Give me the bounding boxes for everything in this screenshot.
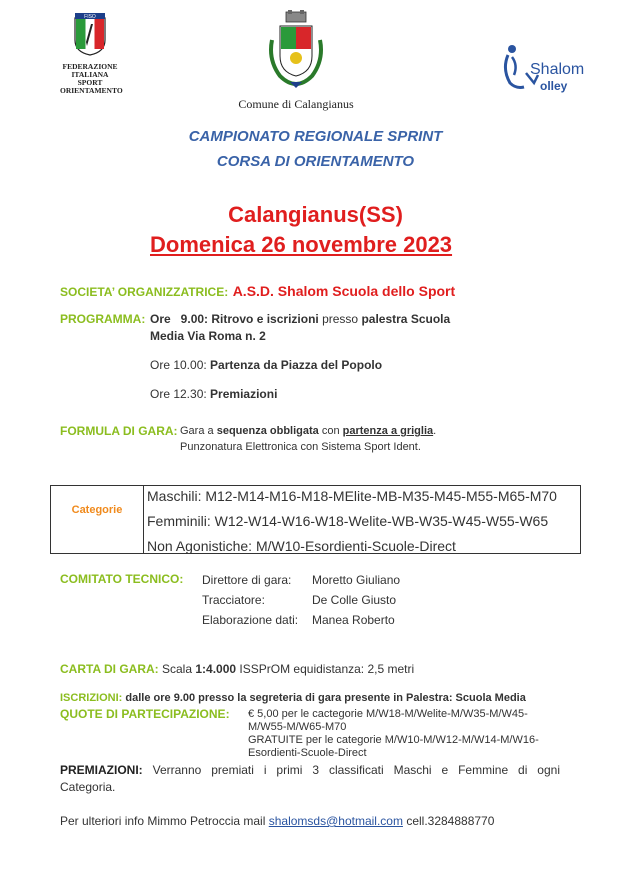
- premiazioni-row: [60, 763, 560, 777]
- fiso-caption-line: ITALIANA: [71, 70, 109, 79]
- quote-line: € 5,00 per le cactegorie M/W18-M/Welite-M/W35-M/W45-: [248, 708, 528, 720]
- fiso-logo-text: FISO: [84, 14, 96, 20]
- programma-text: Ritrovo e iscrizioni: [211, 312, 319, 326]
- championship-title: CAMPIONATO REGIONALE SPRINT: [188, 128, 443, 145]
- programma-time: Ore 9.00:: [150, 312, 209, 326]
- formula-text: con: [321, 425, 340, 437]
- categories-maschili: Maschili: M12-M14-M16-M18-MElite-MB-M35-M45-M55-M65-M70: [147, 488, 557, 504]
- categories-label: Categorie: [71, 504, 123, 516]
- comitato-role: Elaborazione dati:: [202, 613, 299, 627]
- iscrizioni-label: ISCRIZIONI:: [60, 692, 123, 704]
- categories-non-agonistiche: Non Agonistiche: M/W10-Esordienti-Scuole-Direct: [147, 538, 456, 554]
- contact-phone: cell.3284888770: [406, 814, 495, 828]
- programma-label: PROGRAMMA:: [60, 312, 146, 326]
- comune-caption: Comune di Calangianus: [238, 97, 354, 111]
- quote-details: [248, 708, 539, 760]
- premiazioni-label: PREMIAZIONI:: [60, 763, 143, 777]
- formula-text: partenza a griglia: [342, 425, 434, 437]
- programma-time: Ore 10.00:: [150, 358, 207, 372]
- formula-text: Gara a: [180, 425, 214, 437]
- comitato-role: Tracciatore:: [202, 593, 265, 607]
- fiso-caption-line: ORIENTAMENTO: [60, 86, 123, 95]
- comitato-role: Direttore di gara:: [202, 573, 292, 587]
- formula-text: sequenza obbligata: [216, 425, 319, 437]
- categories-femminili: Femminili: W12-W14-W16-W18-Welite-WB-W35-W45-W55-W65: [147, 513, 549, 529]
- shalom-logo-sub: olley: [540, 79, 568, 93]
- iscrizioni-row: [60, 692, 526, 704]
- programma-time: Ore 12.30:: [150, 387, 207, 401]
- organizer-label: SOCIETA’ ORGANIZZATRICE:: [60, 285, 229, 299]
- fiso-caption-line: FEDERAZIONE: [62, 62, 118, 71]
- carta-label: CARTA DI GARA:: [60, 662, 159, 676]
- formula-label: FORMULA DI GARA:: [60, 424, 178, 438]
- carta-text: Scala: [162, 662, 193, 676]
- categories-table: [50, 485, 581, 554]
- fiso-caption: [60, 62, 123, 95]
- contact-email-link[interactable]: shalomsds@hotmail.com: [268, 814, 403, 828]
- formula-line-1: [180, 425, 436, 437]
- event-date: Domenica 26 novembre 2023: [150, 232, 453, 257]
- carta-scale: 1:4.000: [195, 662, 237, 676]
- shalom-volley-logo: [500, 43, 600, 91]
- categories-label-cell: [51, 486, 144, 553]
- iscrizioni-text: dalle ore 9.00 presso la segreteria di gara presente in Palestra: Scuola Media: [125, 692, 526, 704]
- quote-line: GRATUITE per le categorie M/W10-M/W12-M/W14-M/W16-: [248, 734, 539, 746]
- quote-line: M/W55-M/W65-M70: [248, 721, 347, 733]
- programma-text: Premiazioni: [210, 387, 278, 401]
- formula-line-2: Punzonatura Elettronica con Sistema Sport Ident.: [180, 441, 421, 453]
- contact-row: [60, 814, 494, 828]
- premiazioni-text: Verranno premiati i primi 3 classificati Maschi e Femmine di ogni: [152, 763, 560, 777]
- fiso-caption-line: SPORT: [77, 78, 103, 87]
- event-type-title: CORSA DI ORIENTAMENTO: [216, 153, 415, 170]
- comune-logo: [226, 10, 366, 112]
- contact-text: Per ulteriori info Mimmo Petroccia mail: [60, 814, 266, 828]
- organizer-row: [60, 283, 455, 301]
- comitato-label: COMITATO TECNICO:: [60, 572, 184, 586]
- programma-item-2: [150, 358, 382, 372]
- comune-crest-icon: [266, 10, 326, 90]
- programma-text: Partenza da Piazza del Popolo: [210, 358, 383, 372]
- quote-line: Esordienti-Scuole-Direct: [248, 747, 367, 759]
- programma-item-1: [150, 312, 450, 326]
- programma-text: presso: [322, 312, 359, 326]
- programma-item-1-cont: Media Via Roma n. 2: [150, 329, 266, 343]
- carta-text: ISSPrOM equidistanza: 2,5 metri: [239, 662, 415, 676]
- comitato-name: Manea Roberto: [312, 613, 395, 627]
- premiazioni-text-cont: Categoria.: [60, 780, 116, 794]
- comitato-name: Moretto Giuliano: [312, 573, 401, 587]
- venue-title: Calangianus(SS): [228, 202, 403, 227]
- quote-label: QUOTE DI PARTECIPAZIONE:: [60, 707, 230, 721]
- fiso-logo: [60, 12, 123, 95]
- shalom-logo-text: Shalom: [530, 61, 585, 78]
- organizer-value: A.S.D. Shalom Scuola dello Sport: [232, 283, 456, 299]
- formula-text: .: [433, 425, 437, 437]
- programma-item-3: [150, 387, 277, 401]
- programma-text: palestra Scuola: [361, 312, 451, 326]
- fiso-shield-icon: [73, 12, 107, 56]
- carta-row: [60, 662, 414, 676]
- comitato-name: De Colle Giusto: [312, 593, 397, 607]
